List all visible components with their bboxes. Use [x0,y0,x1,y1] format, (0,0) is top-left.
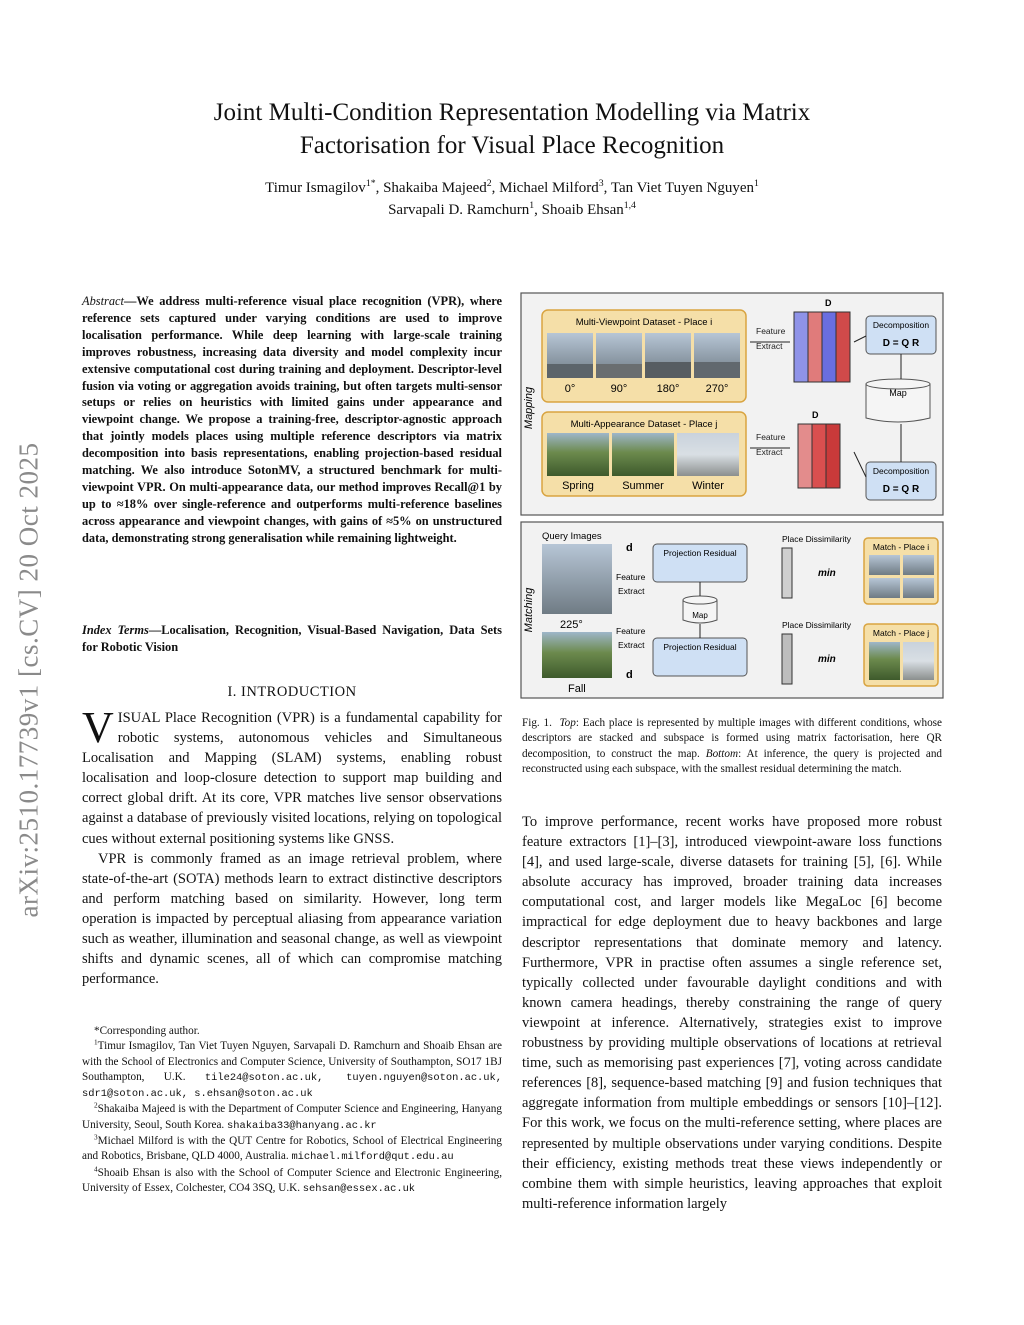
footnote-3-email[interactable]: michael.milford@qut.edu.au [291,1151,454,1164]
decomposition-label: Decomposition [872,466,930,476]
caption-text-1: : Each place is represented by multiple images with different conditions, whose descriptors are stacked and subspace is formed using matrix factorisation, here QR decomposition, to construct the map. [522,717,942,760]
query-season: Fall [568,683,586,695]
section-heading: I. INTRODUCTION [227,684,357,700]
author-list: Timur Ismagilov$^{1*}$, Shakaiba Majeed$^2$, Michael Milford$^3$, Tan Viet Tuyen Nguyen$^1$ Sarvapali D. Ramchurn$^1$, Shoaib Ehsan$^{1,4}$ [265,178,759,218]
footnote-corresponding: *Corresponding author. [94,1025,200,1037]
paper-title [110,96,914,162]
query-image-1 [542,544,612,614]
footnote-3-text: Michael Milford is with the QUT Centre for Robotics, School of Electrical Engineering and Robotics, Brisbane, QLD 4000, Australia. [82,1135,502,1163]
affil-sup: 1 [754,178,759,189]
footnote-4: $^4$Shoaib Ehsan is also with the School of Computer Science and Electronic Engineering, University of Essex, Colchester, CO4 3SQ, U.K. sehsan@essex.ac.uk [82,1164,502,1195]
query-image-2 [542,632,612,678]
caption-text-2: : At inference, the query is projected and reconstructed using each subspace, with the smallest residual determining the match. [522,747,943,775]
dissimilarity-bar-i [782,548,792,598]
extract-label: Extract [618,586,645,596]
abstract-label: Abstract [82,294,124,308]
match-label: Match - Place i [872,542,930,552]
affil-sup: 3 [598,178,604,189]
match-label: Match - Place j [872,628,930,638]
footnote-1-emails[interactable]: tile24@soton.ac.uk, tuyen.nguyen@soton.ac.uk, sdr1@soton.ac.uk, s.ehsan@soton.ac.uk [82,1071,502,1101]
angle-label: 0° [564,383,576,395]
caption-bottom: Bottom [705,747,739,760]
ma-title: Multi-Appearance Dataset - Place j [570,419,718,430]
author-name: Michael Milford [499,180,599,196]
right-column-body [522,812,942,1214]
extract-label: Extract [756,341,783,351]
season-label: Winter [692,480,724,492]
figure-caption [522,716,942,777]
feature-label: Feature [616,626,646,636]
intro-paragraph-1 [82,703,502,849]
author-name: Timur Ismagilov [265,180,366,196]
query-angle: 225° [560,619,583,631]
dissimilarity-label: Place Dissimilarity [782,534,851,544]
angle-label: 270° [705,383,729,395]
dq-label: d [626,542,633,554]
intro-paragraph-2: VPR is commonly framed as an image retrieval problem, where state-of-the-art (SOTA) methods learn to extract distinctive descriptors and perform matching based on similarity. However, long term operation is impacted by perceptual aliasing from appearance variation such as weather, illumination and seasonal change, as well as viewpoint shifts and dynamic scenes, all of which can compromise matching performance. [82,850,502,988]
abstract [82,293,502,547]
feature-label: Feature [756,326,786,336]
dropcap: V [82,703,114,752]
index-terms [82,622,502,656]
title-line-2: Factorisation for Visual Place Recognition [299,132,725,159]
arxiv-id-text: arXiv:2510.17739v1 [cs.CV] 20 Oct 2025 [13,442,44,918]
feature-label: Feature [756,432,786,442]
feature-label: Feature [616,572,646,582]
min-label: min [818,654,836,665]
angle-label: 90° [610,383,628,395]
map-label: Map [889,388,907,398]
query-images-label: Query Images [542,531,602,542]
index-terms-label: Index Terms [82,623,149,637]
intro-p1-text: ISUAL Place Recognition (VPR) is a fundamental capability for robotic systems, autonomous vehicles and Simultaneous Localisation and Mapping (SLAM) systems, enabling robust localisation and loop-closure detection to support map building and correct global drift. At its core, VPR matches live sensor observations against a database of previously visited locations, relying on topological cues without external positioning systems like GNSS. [82,710,502,847]
author-name: Tan Viet Tuyen Nguyen [610,180,755,196]
min-label: min [818,568,836,579]
affil-sup: 1,4 [623,200,636,211]
footnote-2-text: Shakaiba Majeed is with the Department of Computer Science and Engineering, Hanyang University, Seoul, South Korea. [82,1103,502,1131]
caption-label: Fig. 1. [522,717,552,729]
mapping-label: Mapping [523,386,535,430]
author-name: Shakaiba Majeed [383,180,487,196]
dissimilarity-bar-j [782,634,792,684]
footnote-4-text: Shoaib Ehsan is also with the School of Computer Science and Electronic Engineering, University of Essex, Colchester, CO4 3SQ, U.K. [82,1166,502,1194]
angle-label: 180° [656,383,680,395]
matching-label: Matching [523,587,535,633]
dj-label: D [812,410,819,420]
footnote-2-email[interactable]: shakaiba33@hanyang.ac.kr [227,1119,377,1132]
affil-sup: 2 [486,178,492,189]
footnote-1-text: Timur Ismagilov, Tan Viet Tuyen Nguyen, Sarvapali D. Ramchurn and Shoaib Ehsan are with the School of Electronics and Computer Science, University of Southampton, SO17 1BJ Southampton, U.K. [82,1040,502,1083]
extract-label: Extract [618,640,645,650]
map-label: Map [692,611,708,620]
caption-top: Top [559,717,576,729]
projection-label: Projection Residual [663,548,737,558]
mv-title: Multi-Viewpoint Dataset - Place i [575,317,713,328]
season-label: Summer [622,480,664,492]
figure-1 [520,292,944,700]
affil-sup: 1 [365,178,371,189]
decomp-eq: D = Q R [882,338,920,349]
index-terms-text: —Localisation, Recognition, Visual-Based Navigation, Data Sets for Robotic Vision [82,623,502,654]
dissimilarity-label: Place Dissimilarity [782,620,851,630]
footnote-1: $^1$Timur Ismagilov, Tan Viet Tuyen Nguyen, Sarvapali D. Ramchurn and Shoaib Ehsan are with the School of Electronics and Computer Science, University of Southampton, SO17 1BJ Southampton, U.K. tile24@soton.ac.uk, tuyen.nguyen@soton.ac.uk, sdr1@soton.ac.uk, s.ehsan@soton.ac.uk [82,1038,502,1101]
footnotes [82,1024,502,1197]
season-label: Spring [562,480,594,492]
projection-label: Projection Residual [663,642,737,652]
author-name: Sarvapali D. Ramchurn [388,202,530,218]
appearance-images [547,433,739,476]
decomposition-label: Decomposition [872,320,930,330]
arxiv-side-id [8,370,50,990]
decomp-eq: D = Q R [882,484,920,495]
author-name: Shoaib Ehsan [541,202,624,218]
intro-body [82,703,502,989]
di-label: D [825,298,832,308]
footnote-2: $^2$Shakaiba Majeed is with the Department of Computer Science and Engineering, Hanyang University, Seoul, South Korea. shakaiba33@hanyang.ac.kr [82,1101,502,1132]
dq-label: d [626,669,633,681]
footnote-3: $^3$Michael Milford is with the QUT Centre for Robotics, School of Electrical Engineering and Robotics, Brisbane, QLD 4000, Australia. michael.milford@qut.edu.au [82,1133,502,1164]
extract-label: Extract [756,447,783,457]
abstract-text: —We address multi-reference visual place recognition (VPR), where reference sets captured under varying conditions are used to improve localisation performance. While deep learning with large-scale training improves robustness, increasing data diversity and model complexity incur extensive computational cost during training and deployment. Descriptor-level fusion via voting or aggregation avoids training, but often targets multi-sensor setups or relies on heuristics with limited gains under appearance and viewpoint change. We propose a training-free, descriptor-agnostic approach that jointly models places using multiple reference descriptors via matrix decomposition into basis representations, enabling projection-based residual matching. We also introduce SotonMV, a structured benchmark for multi-viewpoint VPR. On multi-appearance data, our method improves Recall@1 by up to ≈18% over single-reference and outperforms multi-reference baselines across appearance and viewpoint changes, with gains of ≈5% on unstructured data, demonstrating strong generalisation while remaining lightweight. [82,294,502,545]
footnote-4-email[interactable]: sehsan@essex.ac.uk [302,1182,416,1195]
title-line-1: Joint Multi-Condition Representation Modelling via Matrix [213,99,811,126]
affil-sup: 1 [529,200,535,211]
right-paragraph: To improve performance, recent works have proposed more robust feature extractors [1]–[3], introduced viewpoint-aware loss functions [4], and used large-scale, diverse datasets for training [5], [6]. While absolute accuracy has improved, broader training data increases computational cost, and larger models like MegaLoc [6] become impractical for edge deployment due to heavy backbones and large descriptor representations that dominate memory and latency. Furthermore, VPR in practise often assumes a single reference set, typically collected under favourable daylight conditions and with known camera headings, thereby constraining the range of query viewpoint at inference. Alternatively, strategies exist to improve robustness by providing multiple observations of locations at retrieval time, such as memorising past experiences [7], voting across candidate references [8], sequence-based matching [9] and fusion techniques that aggregate information from multiple embeddings or sensors [10]–[12]. For this work, we focus on the multi-reference setting, where places are represented by multiple observations under varying conditions. Despite their efficiency, existing methods treat these views independently or combine them with simple heuristics, leaving approaches that exploit multi-reference information largely [522,814,942,1212]
